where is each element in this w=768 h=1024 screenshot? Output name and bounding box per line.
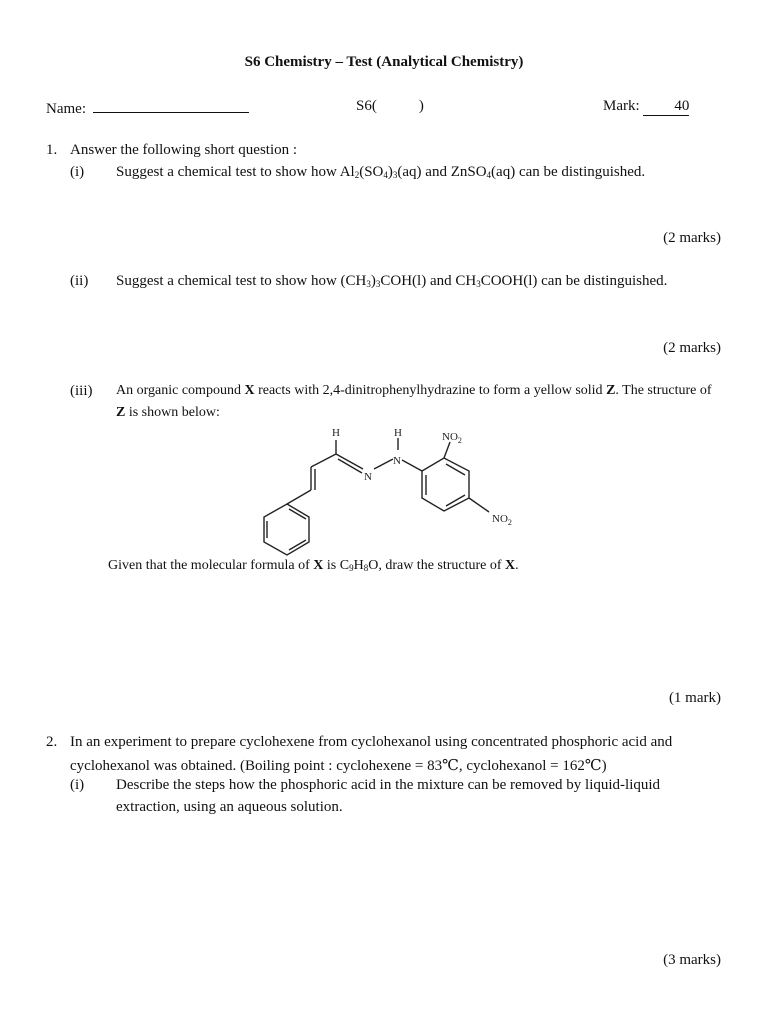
q1-i-text-b: (SO bbox=[359, 164, 384, 180]
q2-i-line1: Describe the steps how the phosphoric acid in the mixture can be removed by liquid-liquid bbox=[116, 777, 661, 793]
label-h2: H bbox=[394, 427, 402, 439]
mark-field bbox=[603, 98, 689, 116]
q1-ii-sub1: 3 bbox=[366, 279, 371, 289]
q1-iii-line1 bbox=[116, 383, 712, 399]
label-h1: H bbox=[332, 427, 340, 439]
bond-n-n bbox=[374, 459, 393, 469]
name-label: Name: bbox=[46, 101, 86, 117]
q1-ii-text bbox=[116, 273, 667, 290]
label-n2: N bbox=[393, 455, 401, 467]
q1-i-text-e: (aq) can be distinguished. bbox=[491, 164, 646, 180]
q1-iii-l2-b: is shown below: bbox=[125, 405, 220, 420]
given-d: O, draw the structure of bbox=[368, 558, 506, 573]
benzene-ring-left bbox=[264, 504, 309, 555]
q1-iii-l1-c: . The structure of bbox=[615, 383, 712, 398]
q1-iii-l1-b: reacts with 2,4-dinitrophenylhydrazine to form a yellow solid bbox=[254, 383, 607, 398]
bond-ring-c1 bbox=[287, 490, 311, 504]
label-no2-bottom-sub: 2 bbox=[507, 518, 512, 527]
q1-ii-sub3: 3 bbox=[476, 279, 481, 289]
given-a: Given that the molecular formula of bbox=[108, 558, 314, 573]
given-c: H bbox=[353, 558, 364, 573]
mark-total bbox=[643, 98, 689, 116]
q1-ii-text-b: ) bbox=[370, 273, 376, 289]
given-x: X bbox=[313, 558, 324, 573]
q1-ii-sub2: 3 bbox=[375, 279, 381, 289]
name-blank[interactable] bbox=[93, 98, 249, 113]
q2-line1: In an experiment to prepare cyclohexene from cyclohexanol using concentrated phosphoric acid and bbox=[70, 734, 673, 750]
label-no2-top-main: NO bbox=[442, 431, 458, 443]
q1-number: 1. bbox=[46, 142, 58, 158]
given-x2: X bbox=[505, 558, 516, 573]
q1-iii-given bbox=[108, 558, 519, 574]
q1-i-marks: (2 marks) bbox=[663, 230, 721, 246]
q2-line2: cyclohexanol was obtained. (Boiling point : cyclohexene = 83℃, cyclohexanol = 162℃) bbox=[70, 758, 607, 774]
name-field bbox=[46, 98, 249, 118]
q1-iii-l2-z: Z bbox=[116, 405, 126, 420]
mark-total-value: 40 bbox=[674, 98, 690, 114]
q1-iii-l1-a: An organic compound bbox=[116, 383, 245, 398]
q1-i-text bbox=[116, 164, 645, 181]
mark-label: Mark: bbox=[603, 98, 640, 114]
label-no2-bottom bbox=[492, 513, 512, 527]
q1-iii-line2 bbox=[116, 405, 220, 421]
given-e: . bbox=[515, 558, 519, 573]
q2-number: 2. bbox=[46, 734, 58, 750]
bond-n-ring bbox=[402, 460, 422, 471]
q1-iii-label: (iii) bbox=[70, 383, 93, 399]
q2-i-label: (i) bbox=[70, 777, 85, 793]
q1-ii-marks: (2 marks) bbox=[663, 340, 721, 356]
q1-i-sub2: 4 bbox=[383, 170, 388, 180]
bond-c2-c3 bbox=[311, 454, 336, 467]
q1-ii-text-c: COH(l) and CH bbox=[380, 273, 477, 289]
given-sub2: 8 bbox=[363, 563, 369, 573]
q1-i-sub4: 4 bbox=[486, 170, 492, 180]
label-no2-top bbox=[442, 431, 462, 445]
benzene-right-double-2 bbox=[446, 464, 465, 475]
bond-c3-n bbox=[336, 454, 363, 469]
label-no2-top-sub: 2 bbox=[457, 436, 462, 445]
bond-ring-no2-bottom bbox=[469, 498, 489, 512]
q1-i-text-a: Suggest a chemical test to show how Al bbox=[116, 164, 355, 180]
given-sub1: 9 bbox=[349, 563, 354, 573]
q1-ii-text-d: COOH(l) can be distinguished. bbox=[480, 273, 668, 289]
q1-ii-text-a: Suggest a chemical test to show how (CH bbox=[116, 273, 367, 289]
page-title: S6 Chemistry – Test (Analytical Chemistry) bbox=[244, 54, 524, 70]
q1-ii-label: (ii) bbox=[70, 273, 89, 289]
bond-ring-no2-top bbox=[444, 442, 450, 458]
q1-i-sub3: 3 bbox=[392, 170, 398, 180]
label-n1: N bbox=[364, 471, 372, 483]
benzene-ring-right bbox=[422, 458, 469, 511]
q2-i-marks: (3 marks) bbox=[663, 952, 721, 968]
q1-iii-l1-z: Z bbox=[606, 383, 616, 398]
q1-i-sub1: 2 bbox=[354, 170, 360, 180]
class-field bbox=[356, 98, 424, 115]
class-close: ) bbox=[418, 98, 424, 114]
q1-iii-l1-x: X bbox=[244, 383, 255, 398]
q1-i-text-c: ) bbox=[387, 164, 393, 180]
label-no2-bottom-main: NO bbox=[492, 513, 508, 525]
structure-z-diagram bbox=[230, 424, 530, 556]
q2-i-line2: extraction, using an aqueous solution. bbox=[116, 799, 343, 815]
given-b: is C bbox=[323, 558, 350, 573]
q1-intro: Answer the following short question : bbox=[70, 142, 298, 158]
q1-iii-marks: (1 mark) bbox=[668, 690, 721, 706]
q1-i-text-d: (aq) and ZnSO bbox=[397, 164, 487, 180]
q1-i-label: (i) bbox=[70, 164, 85, 180]
class-label: S6( bbox=[356, 98, 377, 114]
